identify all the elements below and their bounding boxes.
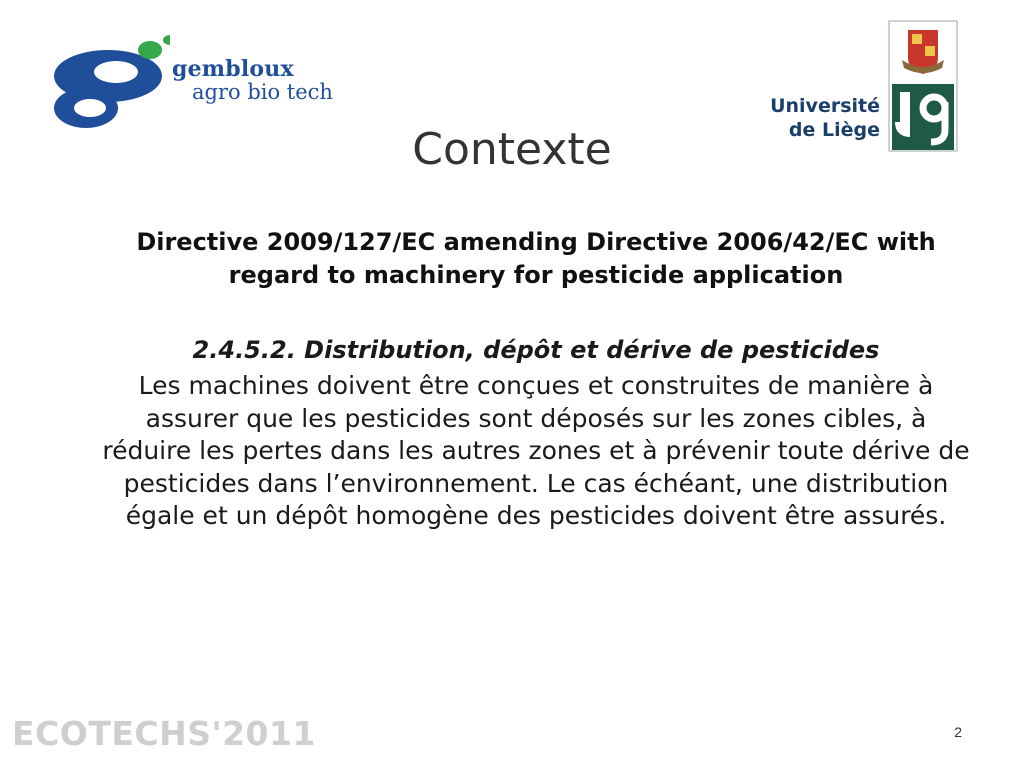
ulg-wordmark-line2: de Liège [788, 119, 880, 141]
gembloux-logo-mark-icon [50, 34, 170, 134]
gembloux-wordmark [172, 58, 333, 103]
gembloux-wordmark-line2: agro bio tech [192, 80, 333, 104]
page-number: 2 [954, 724, 962, 740]
section-body: Les machines doivent être conçues et construites de manière à assurer que les pesticides sont déposés sur les zones cibles, à réduire les pertes dans les autres zones et à prévenir toute dérive de pesticides dans l’environnement. Le cas échéant, une distribution égale et un dépôt homogène des pesticides doivent être assurés. [102, 371, 970, 530]
directive-heading: Directive 2009/127/EC amending Directive 2006/42/EC with regard to machinery for pesticide application [136, 228, 936, 289]
ulg-wordmark-line1: Université [770, 95, 880, 117]
footer-brand: ECOTECHS'2011 [12, 714, 316, 753]
slide-title: Contexte [412, 124, 612, 175]
slide-content [100, 226, 972, 533]
section-heading: 2.4.5.2. Distribution, dépôt et dérive de pesticides [192, 336, 880, 364]
gembloux-logo [50, 34, 340, 134]
gembloux-wordmark-line1: gembloux [172, 56, 294, 82]
